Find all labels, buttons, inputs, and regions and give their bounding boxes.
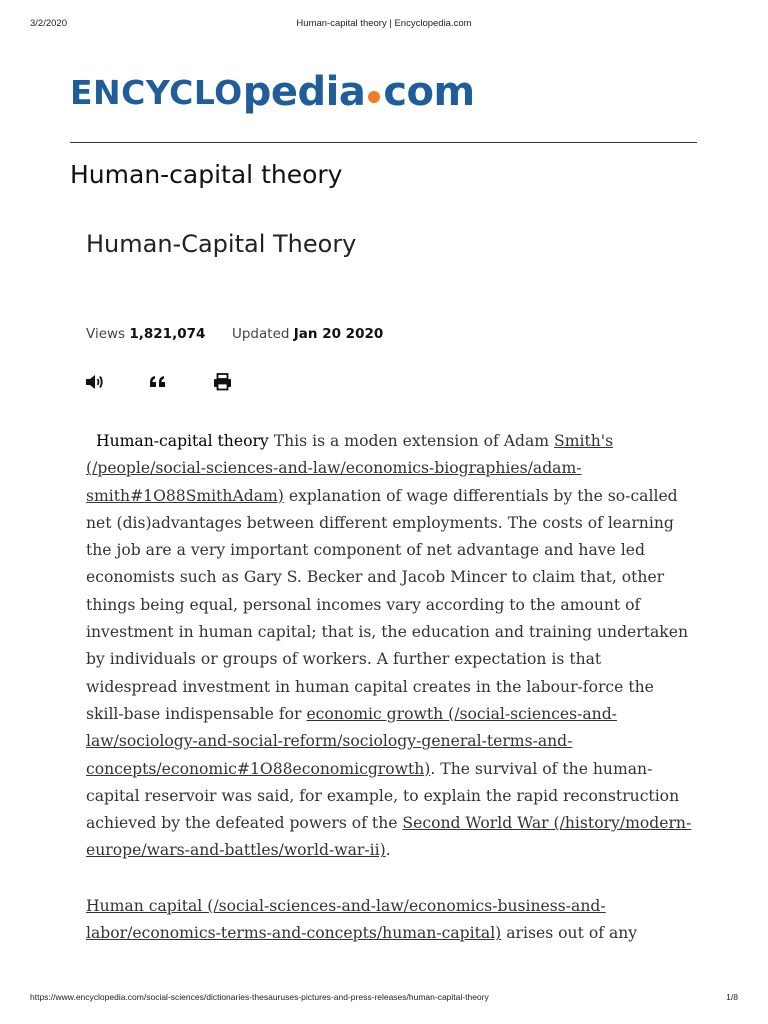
link-economic-growth[interactable]: economic growth (/social-sciences-and-law/sociology-and-social-reform/sociology-general-terms-and-concepts/economic#1O88economicgrowth) [86,704,617,778]
article-paragraph-2 [86,893,696,948]
print-footer [30,992,738,1004]
logo-text-pedia: pedia [242,69,366,115]
link-second-world-war[interactable]: Second World War (/history/modern-europe/wars-and-battles/world-war-ii) [86,814,692,860]
page-number: 1/8 [726,992,738,1002]
page-title: Human-capital theory [70,160,343,189]
paragraph-text: This is a moden extension of Adam [268,432,555,450]
logo-text-com: com [383,69,475,115]
header-divider [70,142,697,143]
print-url: https://www.encyclopedia.com/social-sciences/dictionaries-thesauruses-pictures-and-press-releases/human-capital-theory [30,992,489,1002]
paragraph-text: . The survival of the human-capital reservoir was said, for example, to explain the rapid reconstruction achieved by the defeated powers of the [86,759,680,833]
views-label: Views [86,326,126,342]
updated-label: Updated [231,326,290,342]
updated-date: Jan 20 2020 [293,326,384,342]
encyclopedia-logo[interactable] [70,68,475,116]
print-page-title: Human-capital theory | Encyclopedia.com [296,18,472,29]
print-icon[interactable] [212,372,234,392]
speaker-icon[interactable] [84,372,106,392]
views-count: 1,821,074 [129,326,206,342]
paragraph-text: . [385,841,391,860]
quote-icon[interactable] [148,372,170,392]
paragraph-text: explanation of wage differentials by the so-called net (dis)advantages between different employments. The costs of learning the job are a very important component of net advantage and have led economists such as Gary S. Becker and Jacob Mincer to claim that, other things being equal, personal incomes vary according to the amount of investment in human capital; that is, the education and training undertaken by individuals or groups of workers. A further expectation is that widespread investment in human capital creates in the labour-force the skill-base indispensable for [86,486,689,723]
link-human-capital[interactable]: Human capital (/social-sciences-and-law/economics-business-and-labor/economics-terms-and-concepts/human-capital) [86,897,606,943]
paragraph-text: arises out of any [501,924,638,943]
print-header [30,18,738,32]
link-adam-smith[interactable]: Smith's (/people/social-sciences-and-law/economics-biographies/adam-smith#1O88SmithAdam) [86,432,614,505]
article-meta [86,326,383,342]
article-paragraph-1 [86,428,696,865]
logo-dot-icon [368,91,380,103]
article-title: Human-Capital Theory [86,230,357,258]
lead-term: Human-capital theory [96,432,269,450]
print-date: 3/2/2020 [30,18,67,29]
logo-text-encyclo: ENCYCLO [70,72,243,112]
